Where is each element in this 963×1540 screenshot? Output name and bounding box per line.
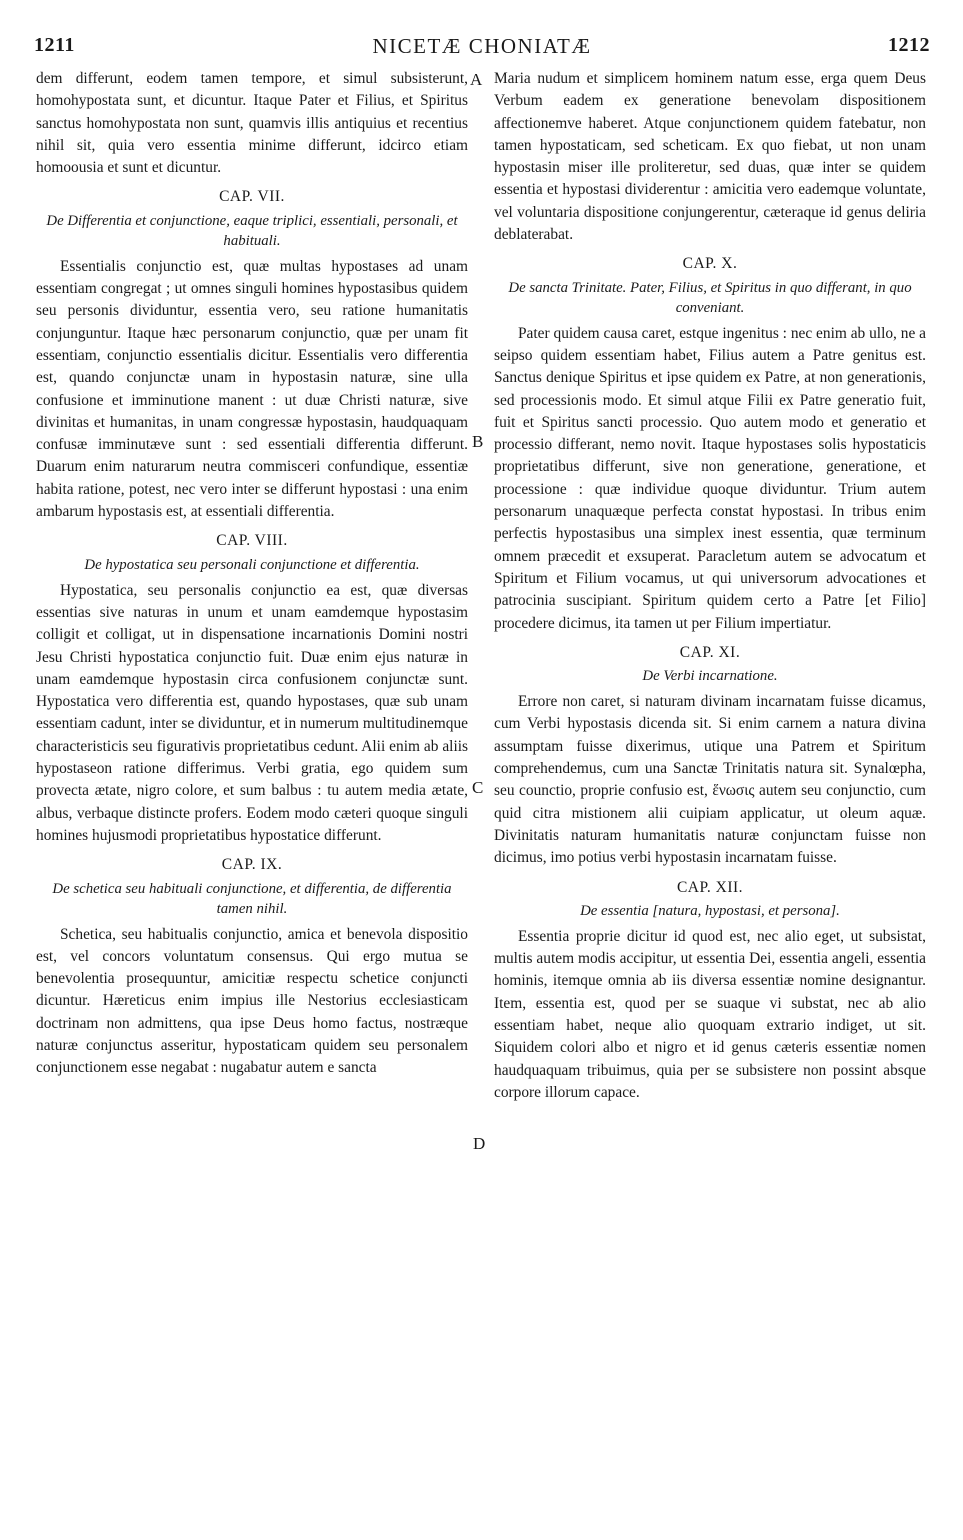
right-column (494, 68, 926, 1104)
chapter-title: De essentia [natura, hypostasi, et persona]. (580, 902, 840, 919)
paragraph: Essentialis conjunctio est, quæ multas hypostases ad unam essentiam congregat ; ut omnes singuli homines hypostasibus quidem seu personis dividuntur, essentia vero, seu ratione humanitatis conjunguntur. Itaque hæc personarum conjunctio, quæ per unam fit essentiam, conjunctio essentialis dicitur. Essentialis vero differentia est, quando conjunctæ unam in hypostasin naturæ, sine ulla confusione et imminutione manent : ut duæ Christi naturæ, sive divinitas et humanitas, in unam congressæ hypostasin, haudquaquam confusæ imminutæve sunt : sed essentiali differentia differunt. Duarum enim naturarum neutra commisceri confundique, essentiæ habita ratione, potest, nec vero inter se differunt hypostasi : una enim ambarum hypostasis est, at essentiali differentia. (36, 257, 468, 521)
chapter-title: De Differentia et conjunctione, eaque triplici, essentiali, personali, et habituali. (46, 212, 458, 249)
paragraph: Errore non caret, si naturam divinam incarnatam fuisse dicamus, cum Verbi hypostasis dicenda sit. Si enim carnem a natura divina assumptam fuisse dixerimus, utique una Patrem et Spiritum comprehendemus, cum una Sanctæ Trinitatis natura sit. Synalœpha, seu counctio, proprie confusio est, ἕνωσις autem seu conjunctio, cum quid citra mistionem alii cuipiam applicatur, ut oleum aquæ. Divinitatis naturam humanitatis naturæ conjunctam fuisse non dicimus, imo potius verbi hypostasin incarnatam fuisse. (494, 693, 926, 867)
chapter-heading: CAP. VII. (219, 188, 285, 206)
chapter-title: De Verbi incarnatione. (642, 668, 778, 685)
chapter-heading: CAP. XII. (676, 878, 744, 896)
page-number-left: 1211 (34, 34, 75, 56)
paragraph: Schetica, seu habitualis conjunctio, amica et benevola dispositio est, vel concors voluntatum consensus. Qui ergo mutua se benevolentia prosequuntur, amicitiæ respectu schetice conjuncti dicuntur. Hæreticus enim impius ille Nestorius ecclesiasticam doctrinam non admittens, qua ipse Deus homo factus, nostræque naturæ conjunctus asseritur, hypostaticam quidem seu personalem conjunctionem esse negabat : nugabatur autem e sancta (36, 925, 468, 1077)
chapter-heading: CAP. XI. (679, 643, 741, 661)
margin-letter-d: D (473, 1134, 486, 1153)
margin-letter-a: A (470, 70, 483, 89)
chapter-heading: CAP. VIII. (216, 532, 288, 550)
running-title: NICETÆ CHONIATÆ (372, 34, 592, 58)
paragraph: Pater quidem causa caret, estque ingenitus : nec enim ab ullo, ne a seipso quidem essentiam habet, Filius autem a Patre genitus est. Sanctus denique Spiritus et ipse quidem ex Patre, at non generationis, sed processionis modo. Et simul atque Filii ex Patre generatio fuit, fuit et Spiritus sancti processio. Quo autem modo et generatio et processio differant, nemo novit. Itaque hypostases solis hypostaticis proprietatibus differunt, sive non generatione, generatione, et processione : quæ individue quoque dividuntur. Trium autem personarum unaquæque perfecta constat hypostasi. In tribus enim perfectis hypostasibus una simplex inest essentia, quæ terminum omnem præcedit et exsuperat. Paracletum autem se advocatum et Spiritum et Filium vocamus, ut qui universorum advocationes et patrocinia suscipiant. Spiritum quidem certo a Patre [et Filio] procedere dicimus, ita tamen ut per Filium impertiatur. (494, 324, 926, 632)
page-number-right: 1212 (888, 34, 930, 56)
chapter-title: De hypostatica seu personali conjunctione et differentia. (84, 556, 420, 573)
chapter-heading: CAP. X. (682, 255, 738, 273)
page-header (34, 34, 930, 64)
paragraph: dem differunt, eodem tamen tempore, et simul subsisterunt, homohypostata sunt, et dicuntur. Itaque Pater et Filius, et Spiritus sanctus homohypostata non sunt, quamvis illis antiquius et recentius nihil sit, quia vero essentia minime differunt, idcirco etiam homoousia et sunt et dicuntur. (36, 70, 468, 177)
chapter-title: De sancta Trinitate. Pater, Filius, et Spiritus in quo differant, in quo conveniant. (508, 279, 912, 316)
paragraph: Essentia proprie dicitur id quod est, nec alio eget, ut subsistat, multis autem modis accipitur, ut essentia Dei, essentia angeli, essentia hominis, itemque omnia ab iis diversa essentiæ nomine designantur. Item, essentia est, quod per se suaque vi substat, nec ab alio essentiam habet, neque alio quoquam extrario indiget, ut sit. Siquidem colori albo et nigro et id genus cæteris essentiæ nomen haudquaquam tribuimus, quia per se subsistere non possint absque corpore illorum capace. (494, 927, 926, 1101)
chapter-heading: CAP. IX. (221, 856, 283, 874)
chapter-title: De schetica seu habituali conjunctione, et differentia, de differentia tamen nihil. (52, 880, 452, 917)
margin-letter-b: B (472, 432, 484, 451)
paragraph: Hypostatica, seu personalis conjunctio ea est, quæ diversas essentias sive naturas in unum et unam eamdemque hypostasim colligit et colligat, ut in dispensatione incarnationis Domini nostri Jesu Christi hypostatica conjunctio fuit. Duæ enim ejus naturæ in unam eamdemque hypostasin circa confusionem conjunctæ sunt. Hypostatica vero differentia est, quando hypostases, quæ sub unam essentiam cadunt, inter se dividuntur, et in numerum multitudinemque characteristicis seu figurativis proprietatibus cedunt. Alii enim ab aliis hypostaseon ratione differimus. Verbi gratia, ego quidem sum provecta ætate, nigro colore, et sum balbus : tu autem media ætate, albus, verbaque distincte profers. Eodem modo cæteri quoque singuli homines hujusmodi proprietatibus hypostatice differunt. (36, 581, 468, 844)
left-column (36, 68, 468, 1080)
paragraph: Maria nudum et simplicem hominem natum esse, erga quem Deus Verbum eadem ex generatione benevolam dispositionem affectionemve haberet. Atque conjunctionem quidem fatebatur, non tamen hypostaticam, sed scheticam. Ex quo fiebat, ut non unam hypostasin miser ille proliteretur, sed duas, quæ inter se quidem essentia et hypostasi dividerentur : amicitia vero eademque voluntate, vel voluntaria dispositione conjungerentur, cæteraque id genus deliria deblaterabat. (494, 70, 926, 244)
margin-letter-c: C (472, 778, 484, 797)
